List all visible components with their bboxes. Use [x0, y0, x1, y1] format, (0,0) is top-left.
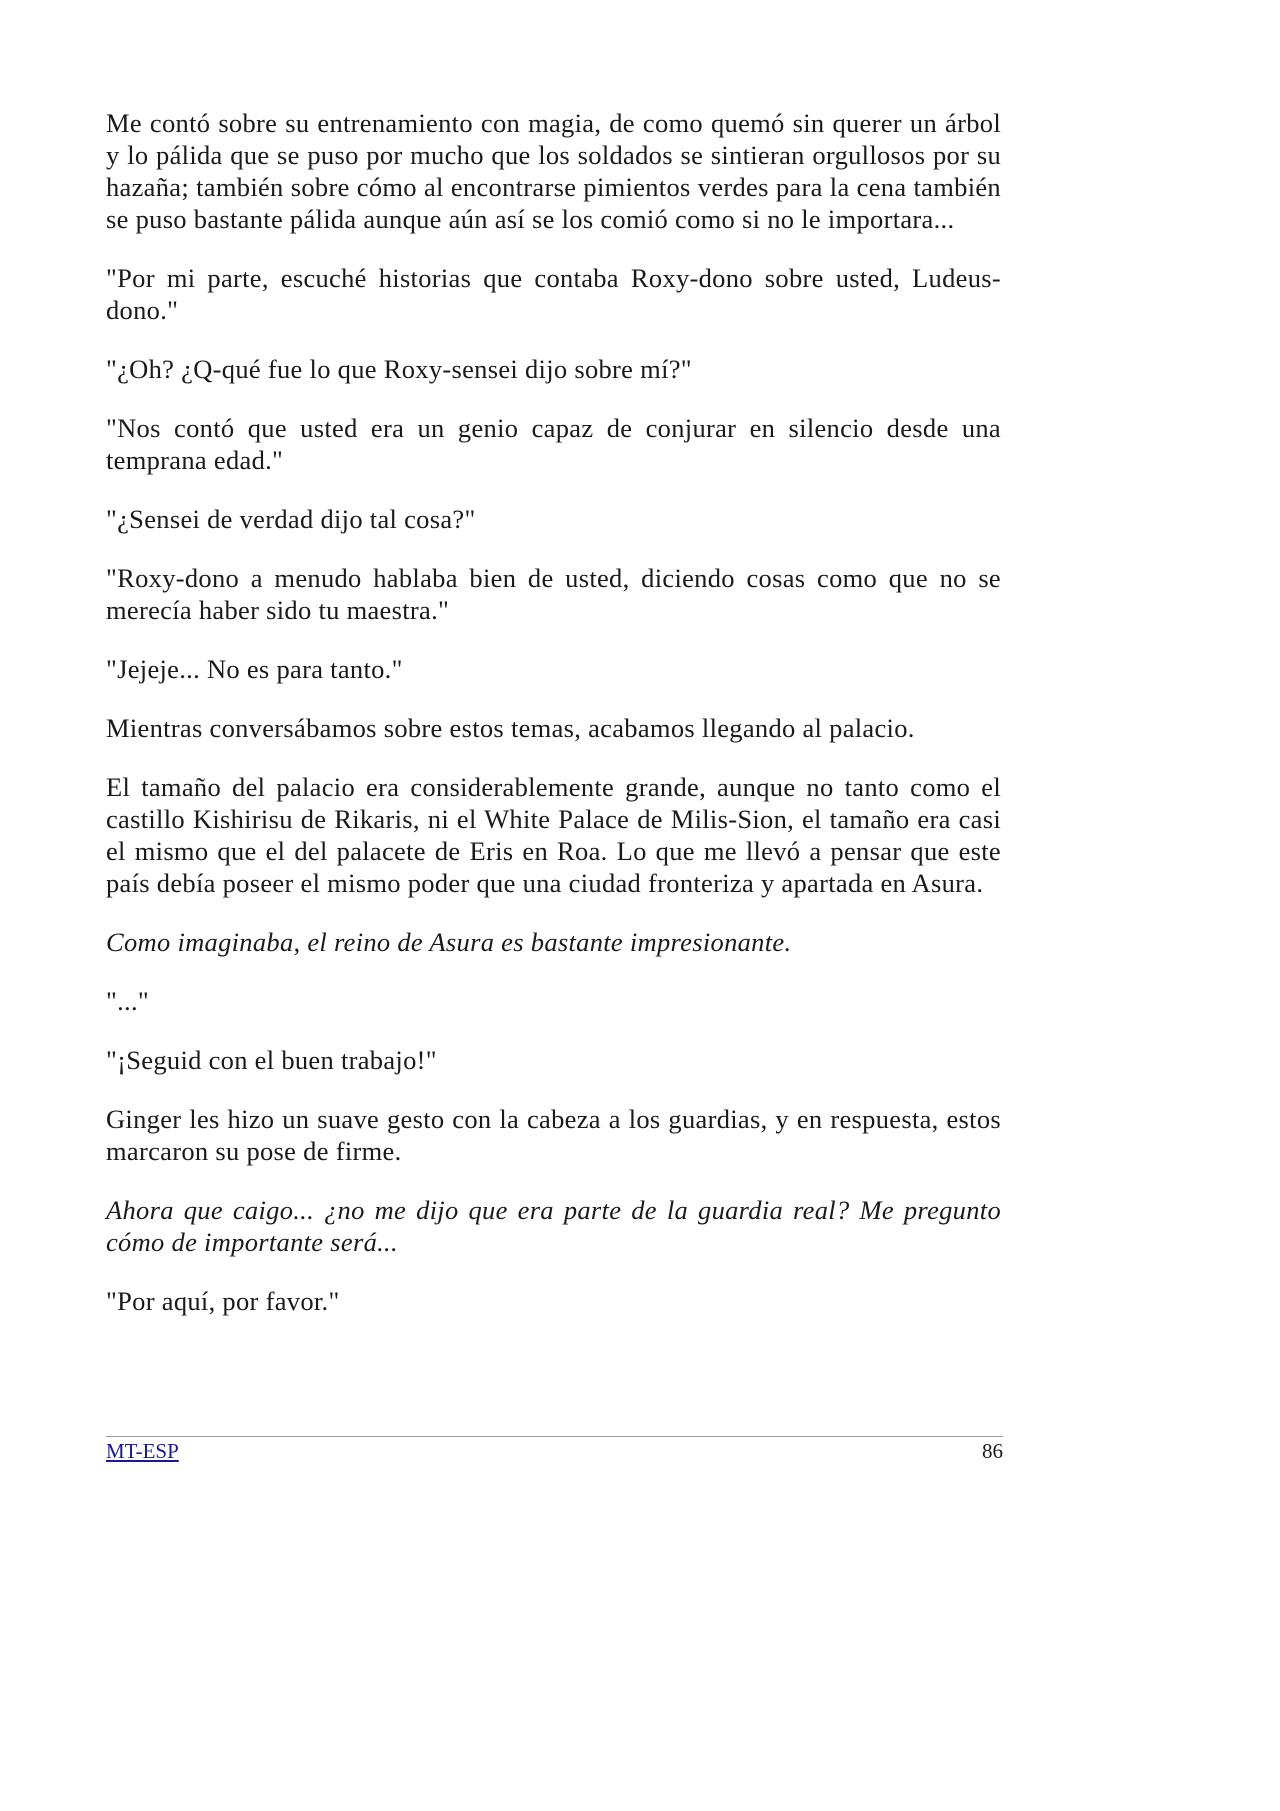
paragraph: Ginger les hizo un suave gesto con la cabeza a los guardias, y en respuesta, estos marcaron su pose de firme. [106, 1104, 1001, 1166]
paragraph: "Por mi parte, escuché historias que contaba Roxy-dono sobre usted, Ludeus-dono." [106, 263, 1001, 325]
paragraph: "Nos contó que usted era un genio capaz de conjurar en silencio desde una temprana edad." [106, 413, 1001, 475]
page-body [106, 107, 1001, 1344]
paragraph: "¿Sensei de verdad dijo tal cosa?" [106, 504, 476, 534]
paragraph: "Por aquí, por favor." [106, 1286, 340, 1316]
paragraph: "¡Seguid con el buen trabajo!" [106, 1045, 437, 1075]
paragraph: "..." [106, 986, 150, 1016]
footer-divider [106, 1436, 1003, 1437]
paragraph: "¿Oh? ¿Q-qué fue lo que Roxy-sensei dijo sobre mí?" [106, 354, 692, 384]
italic-thought: Como imaginaba, el reino de Asura es bastante impresionante. [106, 927, 792, 957]
paragraph: Mientras conversábamos sobre estos temas, acabamos llegando al palacio. [106, 713, 915, 743]
paragraph: El tamaño del palacio era considerablemente grande, aunque no tanto como el castillo Kishirisu de Rikaris, ni el White Palace de Milis-Sion, el tamaño era casi el mismo que el del palacete de Eris en Roa. Lo que me llevó a pensar que este país debía poseer el mismo poder que una ciudad fronteriza y apartada en Asura. [106, 772, 1001, 898]
paragraph: "Roxy-dono a menudo hablaba bien de usted, diciendo cosas como que no se merecía haber sido tu maestra." [106, 563, 1001, 625]
italic-thought: Ahora que caigo... ¿no me dijo que era parte de la guardia real? Me pregunto cómo de importante será... [106, 1195, 1001, 1257]
paragraph: "Jejeje... No es para tanto." [106, 654, 403, 684]
paragraph: Me contó sobre su entrenamiento con magia, de como quemó sin querer un árbol y lo pálida que se puso por mucho que los soldados se sintieran orgullosos por su hazaña; también sobre cómo al encontrarse pimientos verdes para la cena también se puso bastante pálida aunque aún así se los comió como si no le importara... [106, 108, 1001, 234]
page-number: 86 [982, 1439, 1003, 1463]
footer-link[interactable]: MT-ESP [106, 1439, 179, 1463]
